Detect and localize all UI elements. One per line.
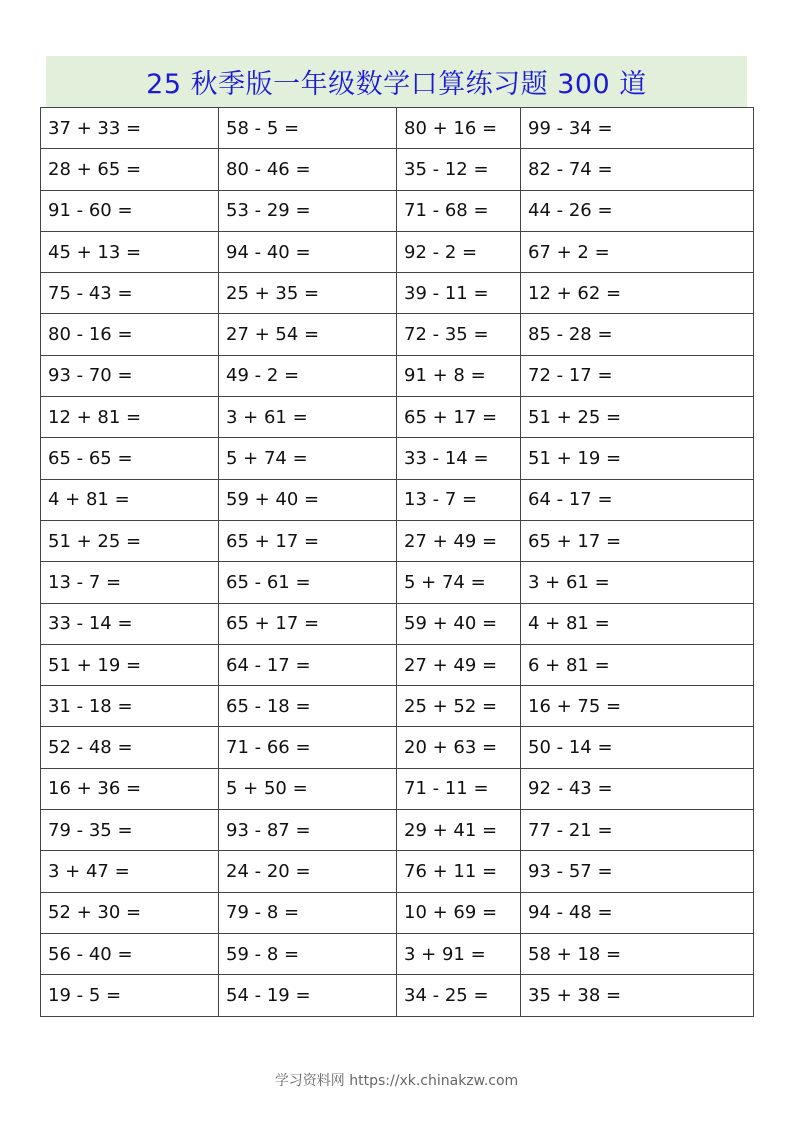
problem-cell: 85 - 28 = [521,314,754,355]
problem-cell: 79 - 8 = [219,892,397,933]
problem-cell: 93 - 70 = [41,355,219,396]
problem-cell: 28 + 65 = [41,149,219,190]
problem-cell: 59 - 8 = [219,933,397,974]
problem-cell: 71 - 11 = [397,768,521,809]
table-row [41,851,754,892]
problem-cell: 80 - 46 = [219,149,397,190]
problem-cell: 92 - 43 = [521,768,754,809]
problem-cell: 19 - 5 = [41,975,219,1016]
problem-cell: 67 + 2 = [521,231,754,272]
problem-cell: 27 + 49 = [397,644,521,685]
problem-cell: 91 - 60 = [41,190,219,231]
problem-cell: 75 - 43 = [41,273,219,314]
problem-cell: 64 - 17 = [521,479,754,520]
problem-cell: 94 - 40 = [219,231,397,272]
problem-cell: 65 - 61 = [219,562,397,603]
table-row [41,479,754,520]
table-row [41,810,754,851]
problem-cell: 3 + 61 = [521,562,754,603]
problem-cell: 6 + 81 = [521,644,754,685]
table-row [41,975,754,1016]
problem-cell: 12 + 62 = [521,273,754,314]
problem-cell: 37 + 33 = [41,108,219,149]
problem-cell: 3 + 61 = [219,397,397,438]
problem-cell: 5 + 74 = [397,562,521,603]
problem-cell: 77 - 21 = [521,810,754,851]
problem-cell: 72 - 17 = [521,355,754,396]
problem-cell: 59 + 40 = [397,603,521,644]
problem-cell: 49 - 2 = [219,355,397,396]
problem-cell: 51 + 25 = [521,397,754,438]
title-banner [46,56,747,107]
problem-cell: 58 - 5 = [219,108,397,149]
table-row [41,562,754,603]
problem-cell: 33 - 14 = [397,438,521,479]
problem-cell: 51 + 19 = [521,438,754,479]
problem-cell: 35 + 38 = [521,975,754,1016]
table-row [41,686,754,727]
problem-cell: 35 - 12 = [397,149,521,190]
problem-cell: 25 + 35 = [219,273,397,314]
table-row [41,603,754,644]
problem-cell: 34 - 25 = [397,975,521,1016]
problem-cell: 64 - 17 = [219,644,397,685]
problem-cell: 31 - 18 = [41,686,219,727]
problem-cell: 25 + 52 = [397,686,521,727]
problem-cell: 5 + 74 = [219,438,397,479]
problem-cell: 65 + 17 = [219,520,397,561]
problem-cell: 5 + 50 = [219,768,397,809]
problem-cell: 65 + 17 = [521,520,754,561]
problem-cell: 76 + 11 = [397,851,521,892]
problem-cell: 56 - 40 = [41,933,219,974]
problem-cell: 65 + 17 = [219,603,397,644]
problem-cell: 82 - 74 = [521,149,754,190]
table-row [41,149,754,190]
problem-cell: 52 + 30 = [41,892,219,933]
problem-cell: 27 + 54 = [219,314,397,355]
problem-cell: 39 - 11 = [397,273,521,314]
problem-cell: 99 - 34 = [521,108,754,149]
problem-cell: 59 + 40 = [219,479,397,520]
table-row [41,355,754,396]
problem-cell: 24 - 20 = [219,851,397,892]
table-row [41,314,754,355]
problem-cell: 45 + 13 = [41,231,219,272]
table-row [41,768,754,809]
table-row [41,438,754,479]
problem-cell: 3 + 47 = [41,851,219,892]
problem-cell: 93 - 57 = [521,851,754,892]
problem-cell: 4 + 81 = [521,603,754,644]
page-title: 25 秋季版一年级数学口算练习题 300 道 [146,69,647,100]
problem-cell: 4 + 81 = [41,479,219,520]
problem-cell: 72 - 35 = [397,314,521,355]
table-row [41,933,754,974]
problem-cell: 50 - 14 = [521,727,754,768]
problem-cell: 27 + 49 = [397,520,521,561]
problem-cell: 20 + 63 = [397,727,521,768]
problem-cell: 94 - 48 = [521,892,754,933]
problem-cell: 65 + 17 = [397,397,521,438]
table-row [41,231,754,272]
table-row [41,397,754,438]
table-row [41,520,754,561]
problem-cell: 16 + 36 = [41,768,219,809]
problem-cell: 13 - 7 = [397,479,521,520]
table-row [41,273,754,314]
problem-cell: 71 - 68 = [397,190,521,231]
problem-cell: 71 - 66 = [219,727,397,768]
problem-table [40,107,754,1017]
problem-cell: 80 - 16 = [41,314,219,355]
problem-cell: 53 - 29 = [219,190,397,231]
table-row [41,727,754,768]
problem-cell: 44 - 26 = [521,190,754,231]
footer-source: 学习资料网 https://xk.chinakzw.com [274,1073,519,1089]
problem-cell: 80 + 16 = [397,108,521,149]
problem-cell: 10 + 69 = [397,892,521,933]
problem-cell: 3 + 91 = [397,933,521,974]
problem-cell: 65 - 65 = [41,438,219,479]
table-row [41,190,754,231]
problem-cell: 91 + 8 = [397,355,521,396]
problem-cell: 33 - 14 = [41,603,219,644]
problem-cell: 13 - 7 = [41,562,219,603]
problem-cell: 51 + 19 = [41,644,219,685]
table-row [41,108,754,149]
problem-cell: 79 - 35 = [41,810,219,851]
problem-table-body [41,108,754,1017]
problem-cell: 93 - 87 = [219,810,397,851]
problem-cell: 92 - 2 = [397,231,521,272]
table-row [41,644,754,685]
problem-cell: 65 - 18 = [219,686,397,727]
problem-cell: 54 - 19 = [219,975,397,1016]
problem-cell: 29 + 41 = [397,810,521,851]
problem-cell: 16 + 75 = [521,686,754,727]
problem-cell: 12 + 81 = [41,397,219,438]
table-row [41,892,754,933]
problem-cell: 51 + 25 = [41,520,219,561]
problem-cell: 58 + 18 = [521,933,754,974]
problem-cell: 52 - 48 = [41,727,219,768]
